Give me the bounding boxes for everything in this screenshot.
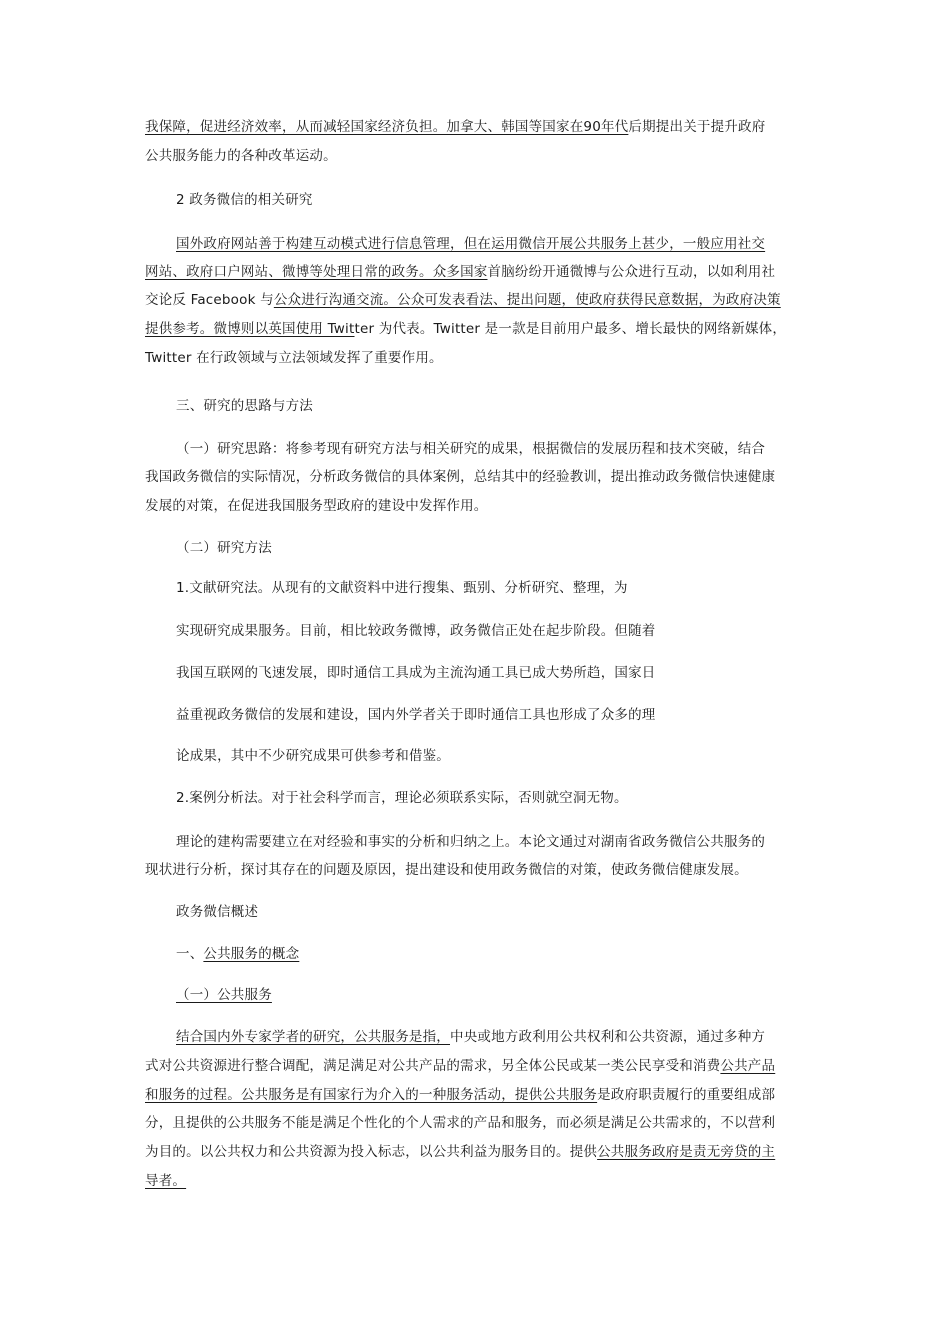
underlined-text: 公共产品	[720, 1058, 776, 1074]
text-run: 现状进行分析，探讨其存在的问题及原因，提出建设和使用政务微信的对策，使政务微信健康发展。	[145, 862, 748, 878]
text-line	[176, 578, 628, 598]
text-run: 中央或地方政利用公共权利和公共资源，通过多种方	[450, 1029, 766, 1045]
underlined-text: 导者。	[145, 1173, 187, 1189]
underlined-text: 国外政府网站善于构建互动模式进行信息管理，但在运用微信开展公共服务上甚少，一般应用社交	[176, 236, 766, 252]
section-heading	[176, 944, 299, 964]
text-run: 公共服务能力的各种改革运动。	[145, 148, 337, 164]
text-line	[176, 663, 656, 683]
text-line	[176, 621, 656, 641]
underlined-text: 和服务的过程。公共服务是有国家行为介入的一种服务活动，提供公共服务	[145, 1087, 598, 1103]
text-line	[145, 319, 786, 339]
text-line	[176, 788, 628, 808]
text-run: 益重视政务微信的发展和建设，国内外学者关于即时通信工具也形成了众多的理	[176, 707, 656, 723]
text-run: 是政府职责履行的重要组成部	[597, 1087, 776, 1103]
text-run: 首脑纷纷开通微博与公众进行互动，以如利用社	[487, 264, 776, 280]
text-line	[145, 1113, 775, 1133]
text-run: 交论反 Facebook 与	[145, 292, 274, 308]
text-run: （一）研究思路：将参考现有研究方法与相关研究的成果，根据微信的发展历程和技术突破，结合	[176, 441, 766, 457]
text-run: 发展的对策，在促进我国服务型政府的建设中发挥作用。	[145, 498, 488, 514]
text-line	[145, 290, 781, 310]
text-line	[145, 1142, 775, 1162]
text-run: 我国政务微信的实际情况，分析政务微信的具体案例，总结其中的经验教训，提出推动政务微信快速健康	[145, 469, 776, 485]
text-line	[145, 1056, 775, 1076]
text-run: 后期提出关于提升政府	[628, 119, 766, 135]
text-line	[145, 146, 337, 166]
text-run: 三、研究的思路与方法	[176, 398, 313, 414]
section-heading	[176, 190, 313, 210]
text-run: 我国互联网的飞速发展，即时通信工具成为主流沟通工具已成大势所趋，国家日	[176, 665, 656, 681]
text-run: Twitter 在行政领域与立法领域发挥了重要作用。	[145, 350, 443, 366]
text-run: 式对公共资源进行整合调配，满足满足对公共产品的需求，另全体公民或某一类公民享受和消费	[145, 1058, 721, 1074]
text-line	[176, 234, 765, 254]
text-run: 政务微信概述	[176, 904, 259, 920]
section-heading	[176, 396, 313, 416]
underlined-text: 网站、政府口户网站、微博等处理日常的政务。众多国家	[145, 264, 488, 280]
text-run: ter 为代表。Twitter 是一款是目前用户最多、增长最快的网络新媒体，	[354, 321, 787, 337]
underlined-text: 提供参考。微博则以英国使用 Twit	[145, 321, 355, 337]
text-run: 为目的。以公共权力和公共资源为投入标志，以公共利益为服务目的。提供	[145, 1144, 598, 1160]
text-line	[176, 705, 656, 725]
text-line	[176, 439, 765, 459]
underlined-text: 公众进行沟通交流。公众可发表看法、提出问题，使政府获得民意数据，为政府决策	[273, 292, 781, 308]
text-line	[145, 496, 488, 516]
text-line	[145, 467, 775, 487]
text-run: 实现研究成果服务。目前，相比较政务微博，政务微信正处在起步阶段。但随着	[176, 623, 656, 639]
text-run: 分，且提供的公共服务不能是满足个性化的个人需求的产品和服务，而必须是满足公共需求的，不以营利	[145, 1115, 776, 1131]
underlined-text: 结合国内外专家学者的研究，公共服务是指，	[176, 1029, 450, 1045]
text-line	[145, 1171, 186, 1191]
text-run: 理论的建构需要建立在对经验和事实的分析和归纳之上。本论文通过对湖南省政务微信公共服务的	[176, 834, 766, 850]
text-line	[145, 117, 765, 137]
text-run: 2 政务微信的相关研究	[176, 192, 313, 208]
section-heading	[176, 985, 272, 1005]
text-run: 论成果，其中不少研究成果可供参考和借鉴。	[176, 748, 450, 764]
text-run: （二）研究方法	[176, 540, 272, 556]
text-line	[145, 1085, 775, 1105]
underlined-text: 我保障，促进经济效率，从而减轻国家经济负担。加拿大、韩国等国家在90年代	[145, 119, 629, 135]
text-line	[176, 746, 450, 766]
section-heading	[176, 902, 258, 922]
text-run: 1.文献研究法。从现有的文献资料中进行搜集、甄别、分析研究、整理，为	[176, 580, 628, 596]
underlined-text: 公共服务的概念	[203, 946, 300, 962]
text-run: 一、	[176, 946, 204, 962]
text-line	[145, 860, 748, 880]
text-line	[176, 1027, 765, 1047]
underlined-text: 公共服务政府是责无旁贷的主	[597, 1144, 776, 1160]
text-line	[145, 348, 443, 368]
section-heading	[176, 538, 272, 558]
text-line	[145, 262, 775, 282]
text-run: 2.案例分析法。对于社会科学而言，理论必须联系实际，否则就空洞无物。	[176, 790, 628, 806]
underlined-text: （一）公共服务	[176, 987, 272, 1003]
text-line	[176, 832, 765, 852]
